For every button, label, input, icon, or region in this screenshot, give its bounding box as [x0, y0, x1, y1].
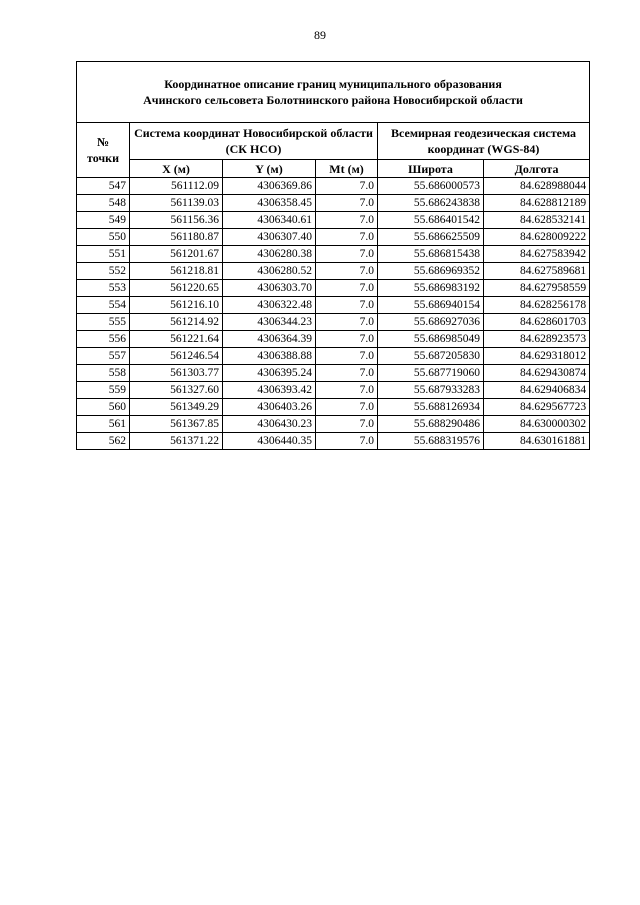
x-cell: 561221.64	[130, 331, 223, 348]
table-row	[77, 416, 590, 433]
longitude-column-header: Долгота	[484, 160, 590, 178]
point-number-header-line-2: точки	[86, 151, 120, 165]
point-number-header-line-1: №	[96, 135, 110, 149]
point-number-cell: 549	[77, 212, 130, 229]
mt-cell: 7.0	[316, 195, 378, 212]
y-cell: 4306340.61	[223, 212, 316, 229]
mt-cell: 7.0	[316, 365, 378, 382]
longitude-cell: 84.629567723	[484, 399, 590, 416]
table-row	[77, 212, 590, 229]
latitude-cell: 55.686969352	[378, 263, 484, 280]
x-cell: 561371.22	[130, 433, 223, 450]
point-number-cell: 551	[77, 246, 130, 263]
longitude-cell: 84.630161881	[484, 433, 590, 450]
y-cell: 4306307.40	[223, 229, 316, 246]
latitude-cell: 55.686243838	[378, 195, 484, 212]
table-row	[77, 433, 590, 450]
latitude-cell: 55.686985049	[378, 331, 484, 348]
longitude-cell: 84.628256178	[484, 297, 590, 314]
nso-system-header: Система координат Новосибирской области (СК НСО)	[130, 123, 378, 160]
x-cell: 561303.77	[130, 365, 223, 382]
mt-cell: 7.0	[316, 331, 378, 348]
longitude-cell: 84.627583942	[484, 246, 590, 263]
longitude-cell: 84.629430874	[484, 365, 590, 382]
latitude-cell: 55.686625509	[378, 229, 484, 246]
table-row	[77, 263, 590, 280]
longitude-cell: 84.629318012	[484, 348, 590, 365]
longitude-cell: 84.627589681	[484, 263, 590, 280]
latitude-cell: 55.686401542	[378, 212, 484, 229]
longitude-cell: 84.629406834	[484, 382, 590, 399]
longitude-cell: 84.628009222	[484, 229, 590, 246]
mt-cell: 7.0	[316, 297, 378, 314]
x-cell: 561214.92	[130, 314, 223, 331]
latitude-column-header: Широта	[378, 160, 484, 178]
table-row	[77, 229, 590, 246]
x-cell: 561327.60	[130, 382, 223, 399]
table-row	[77, 178, 590, 195]
y-cell: 4306430.23	[223, 416, 316, 433]
x-cell: 561139.03	[130, 195, 223, 212]
latitude-cell: 55.688290486	[378, 416, 484, 433]
latitude-cell: 55.687205830	[378, 348, 484, 365]
y-cell: 4306322.48	[223, 297, 316, 314]
y-cell: 4306280.52	[223, 263, 316, 280]
x-cell: 561367.85	[130, 416, 223, 433]
y-cell: 4306393.42	[223, 382, 316, 399]
longitude-cell: 84.628812189	[484, 195, 590, 212]
mt-cell: 7.0	[316, 348, 378, 365]
y-cell: 4306364.39	[223, 331, 316, 348]
point-number-cell: 554	[77, 297, 130, 314]
mt-cell: 7.0	[316, 314, 378, 331]
mt-cell: 7.0	[316, 416, 378, 433]
table-row	[77, 280, 590, 297]
mt-column-header: Mt (м)	[316, 160, 378, 178]
y-cell: 4306303.70	[223, 280, 316, 297]
x-cell: 561216.10	[130, 297, 223, 314]
y-cell: 4306403.26	[223, 399, 316, 416]
mt-cell: 7.0	[316, 280, 378, 297]
table-row	[77, 297, 590, 314]
y-cell: 4306388.88	[223, 348, 316, 365]
x-cell: 561246.54	[130, 348, 223, 365]
longitude-cell: 84.628532141	[484, 212, 590, 229]
table-body	[77, 178, 590, 450]
y-cell: 4306358.45	[223, 195, 316, 212]
latitude-cell: 55.686983192	[378, 280, 484, 297]
y-cell: 4306280.38	[223, 246, 316, 263]
longitude-cell: 84.627958559	[484, 280, 590, 297]
latitude-cell: 55.688126934	[378, 399, 484, 416]
latitude-cell: 55.686927036	[378, 314, 484, 331]
wgs-system-header: Всемирная геодезическая система координат (WGS-84)	[378, 123, 590, 160]
point-number-cell: 560	[77, 399, 130, 416]
mt-cell: 7.0	[316, 229, 378, 246]
mt-cell: 7.0	[316, 433, 378, 450]
latitude-cell: 55.688319576	[378, 433, 484, 450]
x-cell: 561349.29	[130, 399, 223, 416]
latitude-cell: 55.686815438	[378, 246, 484, 263]
mt-cell: 7.0	[316, 399, 378, 416]
title-line-2: Ачинского сельсовета Болотнинского района Новосибирской области	[143, 93, 523, 107]
latitude-cell: 55.686000573	[378, 178, 484, 195]
x-cell: 561112.09	[130, 178, 223, 195]
point-number-cell: 547	[77, 178, 130, 195]
longitude-cell: 84.630000302	[484, 416, 590, 433]
table-row	[77, 314, 590, 331]
y-column-header: Y (м)	[223, 160, 316, 178]
point-number-cell: 552	[77, 263, 130, 280]
point-number-cell: 548	[77, 195, 130, 212]
point-number-cell: 559	[77, 382, 130, 399]
table-row	[77, 195, 590, 212]
latitude-cell: 55.687933283	[378, 382, 484, 399]
table-row	[77, 382, 590, 399]
point-number-cell: 555	[77, 314, 130, 331]
point-number-cell: 553	[77, 280, 130, 297]
point-number-cell: 558	[77, 365, 130, 382]
table-row	[77, 246, 590, 263]
table-title	[77, 62, 590, 123]
longitude-cell: 84.628601703	[484, 314, 590, 331]
mt-cell: 7.0	[316, 263, 378, 280]
mt-cell: 7.0	[316, 212, 378, 229]
y-cell: 4306440.35	[223, 433, 316, 450]
y-cell: 4306344.23	[223, 314, 316, 331]
table-row	[77, 365, 590, 382]
x-cell: 561201.67	[130, 246, 223, 263]
point-number-cell: 550	[77, 229, 130, 246]
x-cell: 561180.87	[130, 229, 223, 246]
point-number-cell: 556	[77, 331, 130, 348]
x-cell: 561218.81	[130, 263, 223, 280]
longitude-cell: 84.628923573	[484, 331, 590, 348]
point-number-cell: 561	[77, 416, 130, 433]
x-cell: 561220.65	[130, 280, 223, 297]
page-number: 89	[314, 28, 326, 42]
y-cell: 4306369.86	[223, 178, 316, 195]
mt-cell: 7.0	[316, 382, 378, 399]
point-number-cell: 557	[77, 348, 130, 365]
mt-cell: 7.0	[316, 246, 378, 263]
table-row	[77, 331, 590, 348]
point-number-cell: 562	[77, 433, 130, 450]
latitude-cell: 55.687719060	[378, 365, 484, 382]
y-cell: 4306395.24	[223, 365, 316, 382]
mt-cell: 7.0	[316, 178, 378, 195]
longitude-cell: 84.628988044	[484, 178, 590, 195]
x-cell: 561156.36	[130, 212, 223, 229]
point-number-header	[77, 123, 130, 178]
latitude-cell: 55.686940154	[378, 297, 484, 314]
title-line-1: Координатное описание границ муниципального образования	[164, 77, 502, 91]
x-column-header: X (м)	[130, 160, 223, 178]
table-row	[77, 399, 590, 416]
table-row	[77, 348, 590, 365]
coordinates-table	[76, 61, 590, 450]
